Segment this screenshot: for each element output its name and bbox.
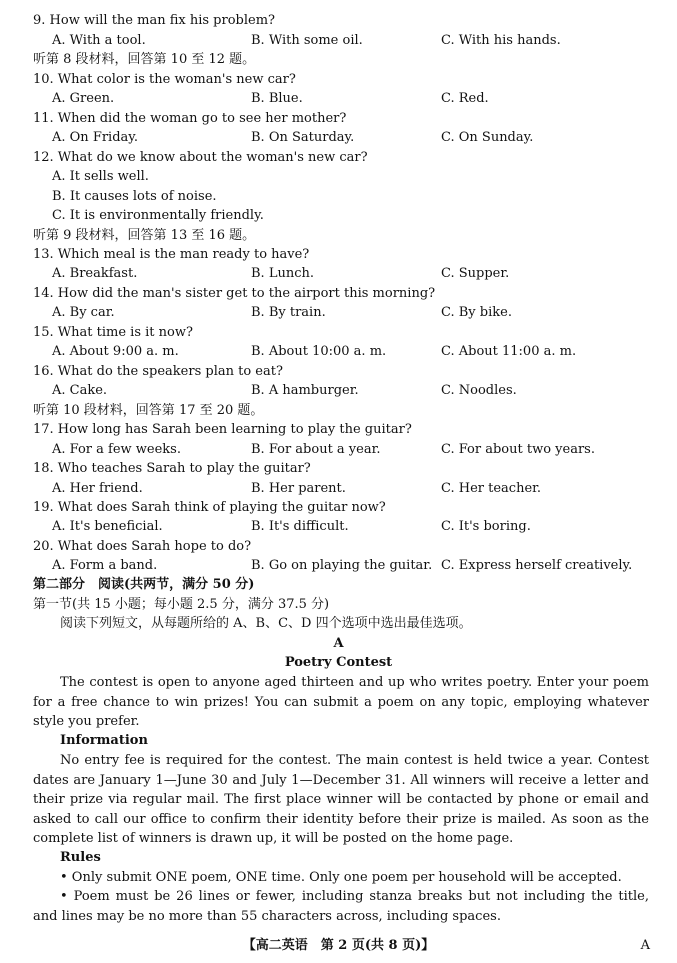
option-a: A. About 9:00 a. m. [52, 344, 179, 359]
question-13 [0, 245, 677, 265]
question-stem: 17. How long has Sarah been learning to play the guitar? [33, 422, 412, 437]
option-a: A. It sells well. [52, 169, 149, 184]
section-heading-9 [0, 226, 677, 246]
option-c: C. Express herself creatively. [441, 558, 633, 573]
page-number: 【高二英语 第 2 页(共 8 页)】 [242, 938, 435, 953]
option-b: B. On Saturday. [251, 130, 355, 145]
paragraph-line: complete list of winners is drawn up, it will be posted on the home page. [33, 831, 514, 846]
option-a: A. For a few weeks. [52, 442, 181, 457]
paragraph-line: The contest is open to anyone aged thirteen and up who writes poetry. Enter your poem [60, 675, 649, 690]
options-15 [0, 342, 677, 362]
option-c: C. By bike. [441, 305, 512, 320]
options-11 [0, 128, 677, 148]
question-15 [0, 323, 677, 343]
question-stem: 18. Who teaches Sarah to play the guitar? [33, 461, 311, 476]
info-heading [0, 731, 677, 751]
option-b: B. For about a year. [251, 442, 381, 457]
intro-paragraph [33, 673, 649, 732]
option-b: B. It's difficult. [251, 519, 349, 534]
question-stem: 16. What do the speakers plan to eat? [33, 364, 283, 379]
question-stem: 20. What does Sarah hope to do? [33, 539, 252, 554]
passage-letter [0, 634, 677, 654]
question-9 [0, 11, 677, 31]
question-14 [0, 284, 677, 304]
option-b: B. Go on playing the guitar. [251, 558, 433, 573]
question-stem: 10. What color is the woman's new car? [33, 72, 296, 87]
question-17 [0, 420, 677, 440]
option-a: A. Breakfast. [52, 266, 138, 281]
section-label: 听第 10 段材料，回答第 17 至 20 题。 [33, 403, 264, 418]
question-16 [0, 362, 677, 382]
option-b: B. Her parent. [251, 481, 346, 496]
option-row [0, 187, 677, 207]
rule-text: and lines may be no more than 55 characters across, including spaces. [33, 908, 501, 924]
page-footer [0, 936, 677, 956]
question-stem: 13. Which meal is the man ready to have? [33, 247, 310, 262]
heading-text: Rules [60, 850, 101, 865]
passage-title [0, 653, 677, 673]
info-paragraph [33, 751, 649, 849]
options-20 [0, 556, 677, 576]
paragraph-line: No entry fee is required for the contest. The main contest is held twice a year. Contest [60, 753, 649, 768]
section-heading-10 [0, 401, 677, 421]
question-19 [0, 498, 677, 518]
rule-1 [0, 868, 677, 888]
option-c: C. With his hands. [441, 33, 561, 48]
option-row [0, 167, 677, 187]
instruction [0, 614, 677, 634]
heading-text: Information [60, 733, 148, 748]
option-c: C. For about two years. [441, 442, 595, 457]
question-stem: 9. How will the man fix his problem? [33, 13, 275, 28]
options-13 [0, 264, 677, 284]
paper-version: A [640, 938, 650, 953]
option-c: C. Red. [441, 91, 489, 106]
section-label: 听第 8 段材料，回答第 10 至 12 题。 [33, 52, 256, 67]
option-a: A. By car. [52, 305, 115, 320]
question-10 [0, 70, 677, 90]
options-9 [0, 31, 677, 51]
options-18 [0, 479, 677, 499]
rule-text: • Poem must be 26 lines or fewer, including stanza breaks but not including the title, [60, 889, 649, 904]
instruction-text: 阅读下列短文，从每题所给的 A、B、C、D 四个选项中选出最佳选项。 [60, 616, 472, 631]
paragraph-line: for a free chance to win prizes! You can submit a poem on any topic, employing whatever [33, 694, 649, 710]
options-16 [0, 381, 677, 401]
paragraph-line: style you prefer. [33, 714, 140, 729]
part-label: 第二部分 阅读(共两节，满分 50 分) [33, 577, 255, 592]
option-a: A. It's beneficial. [52, 519, 163, 534]
section-heading [0, 595, 677, 615]
option-b: B. It causes lots of noise. [52, 189, 217, 204]
question-12 [0, 148, 677, 168]
option-c: C. Her teacher. [441, 481, 542, 496]
question-18 [0, 459, 677, 479]
rule-text: • Only submit ONE poem, ONE time. Only one poem per household will be accepted. [60, 870, 622, 885]
option-a: A. Her friend. [52, 481, 143, 496]
section-label: 听第 9 段材料，回答第 13 至 16 题。 [33, 228, 256, 243]
rule-2 [33, 887, 649, 926]
options-17 [0, 440, 677, 460]
question-11 [0, 109, 677, 129]
option-a: A. Form a band. [52, 558, 158, 573]
option-c: C. It's boring. [441, 519, 531, 534]
options-10 [0, 89, 677, 109]
option-c: C. Noodles. [441, 383, 517, 398]
option-b: B. By train. [251, 305, 326, 320]
option-a: A. Green. [52, 91, 115, 106]
option-b: B. A hamburger. [251, 383, 359, 398]
options-14 [0, 303, 677, 323]
option-c: C. About 11:00 a. m. [441, 344, 577, 359]
passage-title-text: Poetry Contest [284, 655, 393, 670]
question-stem: 15. What time is it now? [33, 325, 193, 340]
option-a: A. Cake. [52, 383, 108, 398]
option-b: B. About 10:00 a. m. [251, 344, 387, 359]
passage-letter-text: A [333, 636, 344, 651]
option-b: B. Blue. [251, 91, 303, 106]
option-b: B. With some oil. [251, 33, 363, 48]
section-label: 第一节(共 15 小题；每小题 2.5 分，满分 37.5 分) [33, 597, 330, 612]
rules-heading [0, 848, 677, 868]
question-stem: 14. How did the man's sister get to the airport this morning? [33, 286, 436, 301]
question-stem: 19. What does Sarah think of playing the guitar now? [33, 500, 386, 515]
option-c: C. On Sunday. [441, 130, 534, 145]
part-heading [0, 575, 677, 595]
option-b: B. Lunch. [251, 266, 314, 281]
section-heading-8 [0, 50, 677, 70]
option-c: C. It is environmentally friendly. [52, 208, 264, 223]
question-stem: 12. What do we know about the woman's new car? [33, 150, 368, 165]
paragraph-line: their prize via regular mail. The first place winner will be contacted by phone or email and [33, 792, 649, 807]
paragraph-line: dates are January 1—June 30 and July 1—December 31. All winners will receive a letter and [33, 772, 649, 788]
option-a: A. With a tool. [52, 33, 146, 48]
option-c: C. Supper. [441, 266, 510, 281]
option-row [0, 206, 677, 226]
options-19 [0, 517, 677, 537]
paragraph-line: asked to call our office to confirm their identity before their prize is mailed. As soon as the [33, 811, 649, 827]
question-stem: 11. When did the woman go to see her mother? [33, 111, 347, 126]
option-a: A. On Friday. [52, 130, 139, 145]
question-20 [0, 537, 677, 557]
